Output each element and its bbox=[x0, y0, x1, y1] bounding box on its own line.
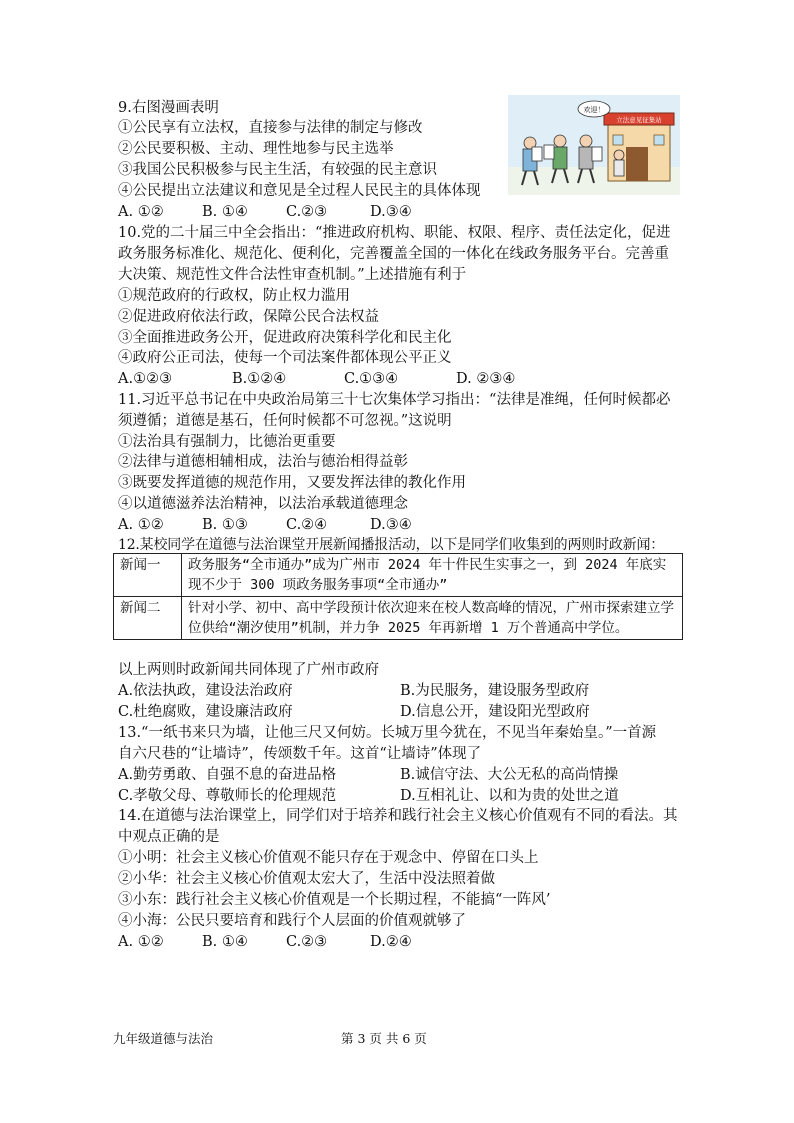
news-key-2: 新闻二 bbox=[114, 597, 182, 640]
q10-option-d: D. ②③④ bbox=[456, 371, 516, 387]
q11-item-2: ②法律与道德相辅相成，法治与德治相得益彰 bbox=[118, 454, 408, 470]
q10-item-4: ④政府公正司法，使每一个司法案件都体现公平正义 bbox=[118, 350, 452, 366]
q12-options-row-2 bbox=[118, 702, 590, 722]
q10-options bbox=[118, 369, 515, 389]
q10-item-1: ①规范政府的行政权，防止权力滥用 bbox=[118, 288, 350, 304]
q14-options bbox=[118, 932, 412, 952]
q14-item-4: ④小海：公民只要培育和践行个人层面的价值观就够了 bbox=[118, 913, 466, 929]
q10-option-b: B.①②④ bbox=[232, 371, 287, 387]
q10-item-2: ②促进政府依法行政，保障公民合法权益 bbox=[118, 309, 379, 325]
q10-stem-2: 政务服务标准化、规范化、便利化，完善覆盖全国的一体化在线政务服务平台。完善重 bbox=[118, 246, 669, 262]
q9-option-d: D.③④ bbox=[370, 204, 412, 220]
q11-item-1: ①法治具有强制力，比德治更重要 bbox=[118, 434, 336, 450]
footer-subject: 九年级道德与法治 bbox=[113, 1031, 214, 1046]
q11-options bbox=[118, 515, 412, 535]
q13-option-c: C.孝敬父母、尊敬师长的伦理规范 bbox=[118, 788, 337, 804]
q13-options-row-1 bbox=[118, 765, 618, 785]
cartoon-sign-text: 立法意见征集站 bbox=[616, 116, 662, 124]
q9-item-1: ①公民享有立法权，直接参与法律的制定与修改 bbox=[118, 120, 423, 136]
q12-option-c: C.杜绝腐败，建设廉洁政府 bbox=[118, 704, 293, 720]
q10-option-a: A.①②③ bbox=[118, 371, 173, 387]
footer-page-number: 第 3 页 共 6 页 bbox=[341, 1031, 427, 1046]
q14-item-1: ①小明：社会主义核心价值观不能只存在于观念中、停留在口头上 bbox=[118, 850, 539, 866]
legislation-cartoon bbox=[508, 95, 680, 195]
q11-item-3: ③既要发挥道德的规范作用，又要发挥法律的教化作用 bbox=[118, 475, 466, 491]
q11-option-b: B. ①③ bbox=[202, 517, 248, 533]
q13-options-row-2 bbox=[118, 786, 619, 806]
q12-news-table bbox=[113, 553, 683, 640]
q13-option-d: D.互相礼让、以和为贵的处世之道 bbox=[400, 788, 619, 804]
q11-option-a: A. ①② bbox=[118, 517, 164, 533]
q11-stem-1: 11.习近平总书记在中央政治局第三十七次集体学习指出：“法律是准绳，任何时候都必 bbox=[118, 392, 671, 408]
q14-option-b: B. ①④ bbox=[202, 934, 248, 950]
cartoon-welcome-text: 欢迎！ bbox=[583, 106, 605, 114]
q13-option-b: B.诚信守法、大公无私的高尚情操 bbox=[400, 767, 619, 783]
q11-item-4: ④以道德滋养法治精神，以法治承载道德理念 bbox=[118, 496, 408, 512]
q9-item-2: ②公民要积极、主动、理性地参与民主选举 bbox=[118, 141, 394, 157]
q9-item-4: ④公民提出立法建议和意见是全过程人民民主的具体体现 bbox=[118, 183, 481, 199]
q14-stem-2: 中观点正确的是 bbox=[118, 829, 220, 845]
q12-after: 以上两则时政新闻共同体现了广州市政府 bbox=[118, 662, 379, 678]
news-key-1: 新闻一 bbox=[114, 554, 182, 597]
q12-stem: 12.某校同学在道德与法治课堂开展新闻播报活动，以下是同学们收集到的两则时政新闻： bbox=[118, 537, 665, 553]
q14-option-c: C.②③ bbox=[286, 934, 328, 950]
q9-option-c: C.②③ bbox=[286, 204, 328, 220]
q9-item-3: ③我国公民积极参与民主生活，有较强的民主意识 bbox=[118, 162, 437, 178]
q11-stem-2: 须遵循；道德是基石，任何时候都不可忽视。”这说明 bbox=[118, 413, 452, 429]
q12-option-d: D.信息公开，建设阳光型政府 bbox=[400, 704, 590, 720]
q9-stem: 9.右图漫画表明 bbox=[118, 100, 219, 116]
q10-option-c: C.①③④ bbox=[344, 371, 399, 387]
q13-stem-2: 自六尺巷的“让墙诗”，传颂数千年。这首“让墙诗”体现了 bbox=[118, 746, 482, 762]
q14-option-d: D.②④ bbox=[370, 934, 412, 950]
table-row bbox=[114, 597, 683, 640]
q9-option-a: A. ①② bbox=[118, 204, 164, 220]
q14-option-a: A. ①② bbox=[118, 934, 164, 950]
q11-option-c: C.②④ bbox=[286, 517, 328, 533]
q10-stem-3: 大决策、规范性文件合法性审查机制。”上述措施有利于 bbox=[118, 267, 467, 283]
q13-option-a: A.勤劳勇敢、自强不息的奋进品格 bbox=[118, 767, 337, 783]
q12-option-b: B.为民服务，建设服务型政府 bbox=[400, 683, 590, 699]
news-text-2: 针对小学、初中、高中学段预计依次迎来在校人数高峰的情况，广州市探索建立学位供给“潮汐使用”机制，并力争 2025 年再新增 1 万个普通高中学位。 bbox=[182, 597, 683, 640]
q14-item-3: ③小东：践行社会主义核心价值观是一个长期过程，不能搞“一阵风’ bbox=[118, 892, 551, 908]
q10-item-3: ③全面推进政务公开，促进政府决策科学化和民主化 bbox=[118, 330, 452, 346]
q12-options-row-1 bbox=[118, 681, 589, 701]
news-text-1: 政务服务“全市通办”成为广州市 2024 年十件民生实事之一，到 2024 年底实现不少于 300 项政务服务事项“全市通办” bbox=[182, 554, 683, 597]
table-row bbox=[114, 554, 683, 597]
q12-option-a: A.依法执政，建设法治政府 bbox=[118, 683, 293, 699]
q11-option-d: D.③④ bbox=[370, 517, 412, 533]
q14-stem-1: 14.在道德与法治课堂上，同学们对于培养和践行社会主义核心价值观有不同的看法。其 bbox=[118, 808, 678, 824]
q9-option-b: B. ①④ bbox=[202, 204, 248, 220]
q14-item-2: ②小华：社会主义核心价值观太宏大了，生活中没法照着做 bbox=[118, 871, 495, 887]
q10-stem-1: 10.党的二十届三中全会指出：“推进政府机构、职能、权限、程序、责任法定化，促进 bbox=[118, 225, 671, 241]
q13-stem-1: 13.“一纸书来只为墙，让他三尺又何妨。长城万里今犹在，不见当年秦始皇。”一首源 bbox=[118, 725, 657, 741]
q9-options bbox=[118, 202, 412, 222]
